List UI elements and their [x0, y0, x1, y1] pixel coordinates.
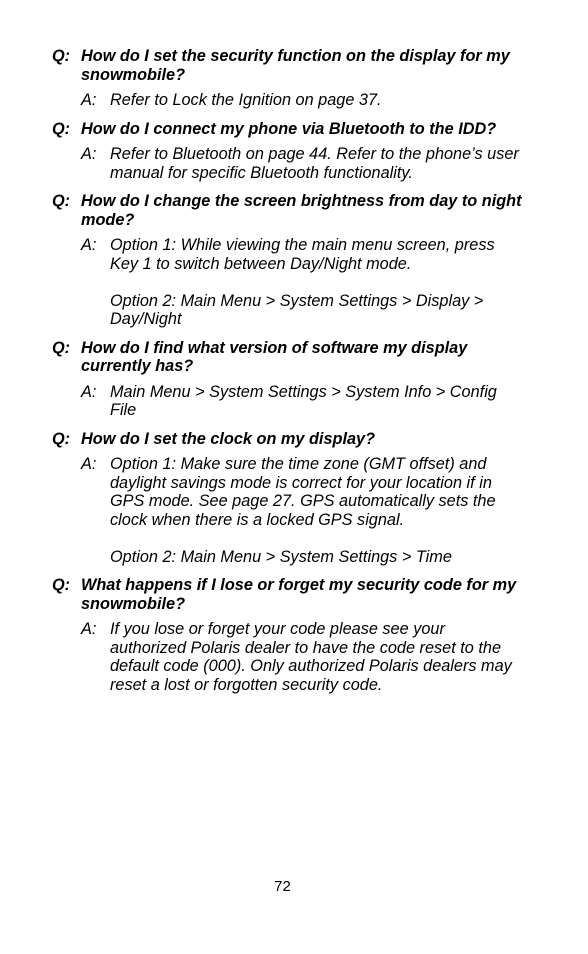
answer-paragraph: Option 1: Make sure the time zone (GMT offset) and daylight savings mode is correct for your location if in GPS mode. See page 27. GPS automatically sets the clock when there is a locked GPS signal. — [110, 455, 496, 529]
page-number: 72 — [274, 878, 291, 895]
answer — [81, 620, 522, 694]
question — [52, 192, 522, 229]
answer — [81, 455, 522, 566]
faq-item-brightness — [52, 192, 522, 329]
answer-prefix: A: — [81, 382, 97, 401]
answer-text — [110, 236, 522, 329]
question-text: How do I change the screen brightness from day to night mode? — [81, 192, 522, 229]
answer-text — [110, 383, 522, 420]
answer-prefix: A: — [81, 455, 97, 473]
answer-text — [110, 620, 522, 694]
answer-paragraph: Option 2: Main Menu > System Settings > Display > Day/Night — [110, 291, 484, 328]
question-text: What happens if I lose or forget my security code for my snowmobile? — [81, 576, 517, 613]
faq-item-lost-security-code — [52, 576, 522, 694]
question-text: How do I set the security function on the display for my snowmobile? — [81, 47, 510, 84]
faq-item-security-function — [52, 47, 522, 110]
answer-paragraph: Refer to Lock the Ignition on page 37. — [110, 91, 382, 109]
answer — [81, 236, 522, 329]
question-text: How do I connect my phone via Bluetooth to the IDD? — [81, 119, 497, 138]
question — [52, 47, 522, 84]
answer-prefix: A: — [81, 145, 97, 163]
answer-paragraph: Refer to Bluetooth on page 44. Refer to the phone’s user manual for specific Bluetooth functionality. — [110, 145, 519, 182]
question-prefix: Q: — [52, 47, 71, 65]
answer — [81, 91, 522, 110]
question-prefix: Q: — [52, 429, 71, 448]
question-prefix: Q: — [52, 338, 71, 357]
question-prefix: Q: — [52, 119, 71, 138]
answer — [81, 383, 522, 420]
answer-prefix: A: — [81, 91, 97, 109]
faq-list — [52, 47, 522, 704]
question — [52, 339, 522, 376]
question-prefix: Q: — [52, 192, 71, 210]
answer-paragraph: Option 2: Main Menu > System Settings > Time — [110, 547, 452, 566]
answer-paragraph: Option 1: While viewing the main menu screen, press Key 1 to switch between Day/Night mode. — [110, 236, 495, 273]
answer-text — [110, 91, 522, 110]
answer-prefix: A: — [81, 236, 97, 254]
answer-text — [110, 455, 522, 566]
faq-item-software-version — [52, 339, 522, 420]
question — [52, 120, 522, 139]
faq-item-bluetooth — [52, 120, 522, 183]
question-text: How do I find what version of software my display currently has? — [81, 338, 468, 375]
answer-paragraph: Main Menu > System Settings > System Info > Config File — [110, 382, 497, 419]
answer-paragraph: If you lose or forget your code please see your authorized Polaris dealer to have the code reset to the default code (000). Only authorized Polaris dealers may reset a lost or forgotten security code. — [110, 620, 512, 694]
question-prefix: Q: — [52, 576, 71, 594]
question — [52, 576, 522, 613]
answer-text — [110, 145, 522, 182]
answer — [81, 145, 522, 182]
faq-item-clock — [52, 430, 522, 567]
question-text: How do I set the clock on my display? — [81, 429, 376, 448]
answer-prefix: A: — [81, 620, 97, 638]
question — [52, 430, 522, 449]
